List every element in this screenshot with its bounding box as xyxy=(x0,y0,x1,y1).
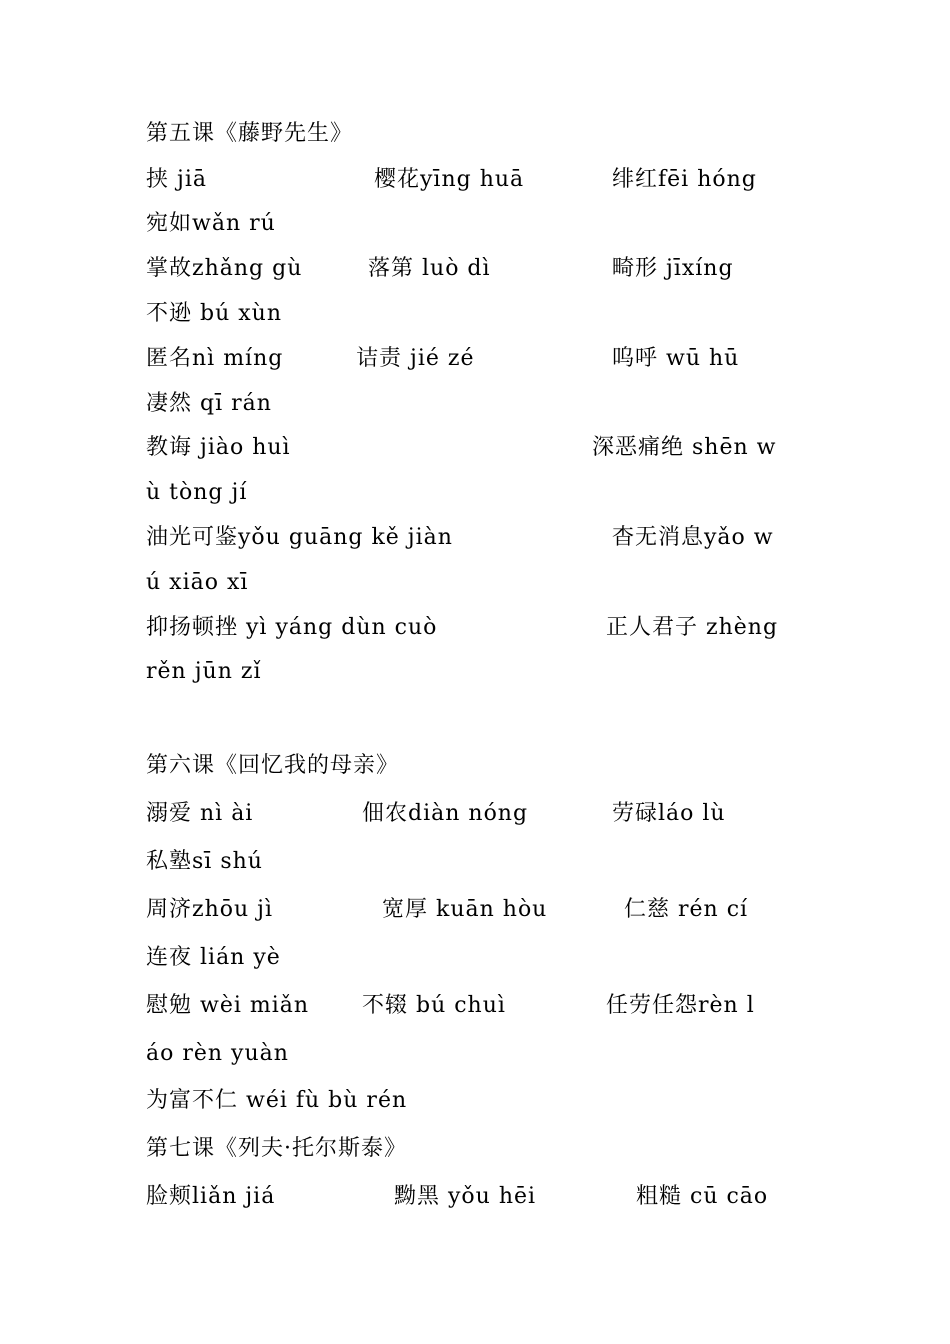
vocab-item: 凄然 qī rán xyxy=(146,391,272,416)
vocab-item: áo rèn yuàn xyxy=(146,1041,289,1066)
vocab-item: 教诲 jiào huì xyxy=(146,435,291,460)
vocab-item: 抑扬顿挫 yì yáng dùn cuò xyxy=(146,615,438,640)
vocab-item: ú xiāo xī xyxy=(146,570,249,595)
vocab-item: 油光可鉴yǒu guāng kě jiàn xyxy=(146,525,453,550)
vocab-item: 掌故zhǎng gù xyxy=(146,256,303,281)
vocab-item: 匿名nì míng xyxy=(146,346,284,371)
vocab-item: 宛如wǎn rú xyxy=(146,211,276,236)
lesson7-title: 第七课《列夫·托尔斯泰》 xyxy=(146,1136,407,1161)
vocab-item: 挟 jiā xyxy=(146,167,207,192)
vocab-item: 仁慈 rén cí xyxy=(624,897,749,922)
vocab-item: 诘责 jié zé xyxy=(356,346,475,371)
vocab-item: 佃农diàn nóng xyxy=(362,801,529,826)
vocab-item: 宽厚 kuān hòu xyxy=(382,897,548,922)
vocab-item: 杳无消息yǎo w xyxy=(612,525,774,550)
vocab-item: 落第 luò dì xyxy=(368,256,491,281)
vocab-item: 连夜 lián yè xyxy=(146,945,281,970)
vocab-item: 溺爱 nì ài xyxy=(146,801,254,826)
vocab-item: 不逊 bú xùn xyxy=(146,301,282,326)
vocab-row xyxy=(146,1183,769,1323)
vocab-item: 不辍 bú chuì xyxy=(362,993,506,1018)
vocab-item: 为富不仁 wéi fù bù rén xyxy=(146,1088,408,1113)
vocab-item: 慰勉 wèi miǎn xyxy=(146,993,310,1018)
vocab-item: 私塾sī shú xyxy=(146,849,263,874)
vocab-item: 粗糙 cū cāo xyxy=(636,1184,769,1209)
vocab-item: rěn jūn zǐ xyxy=(146,659,262,684)
vocab-item: 正人君子 zhèng xyxy=(606,615,779,640)
vocab-item: 黝黑 yǒu hēi xyxy=(394,1184,537,1209)
vocab-item: ù tòng jí xyxy=(146,480,248,505)
vocab-item: 深恶痛绝 shēn w xyxy=(592,435,777,460)
lesson5-title: 第五课《藤野先生》 xyxy=(146,121,354,146)
lesson6-title: 第六课《回忆我的母亲》 xyxy=(146,753,400,778)
vocab-item: 任劳任怨rèn l xyxy=(606,993,755,1018)
vocab-item: 樱花yīng huā xyxy=(374,167,525,192)
vocab-item: 绯红fēi hóng xyxy=(612,167,757,192)
vocab-item: 劳碌láo lù xyxy=(612,801,726,826)
vocab-item: 脸颊liǎn jiá xyxy=(146,1184,276,1209)
vocab-item: 周济zhōu jì xyxy=(146,897,274,922)
vocab-item: 呜呼 wū hū xyxy=(612,346,740,371)
vocab-item: 畸形 jīxíng xyxy=(612,256,734,281)
vocab-row xyxy=(146,658,262,742)
